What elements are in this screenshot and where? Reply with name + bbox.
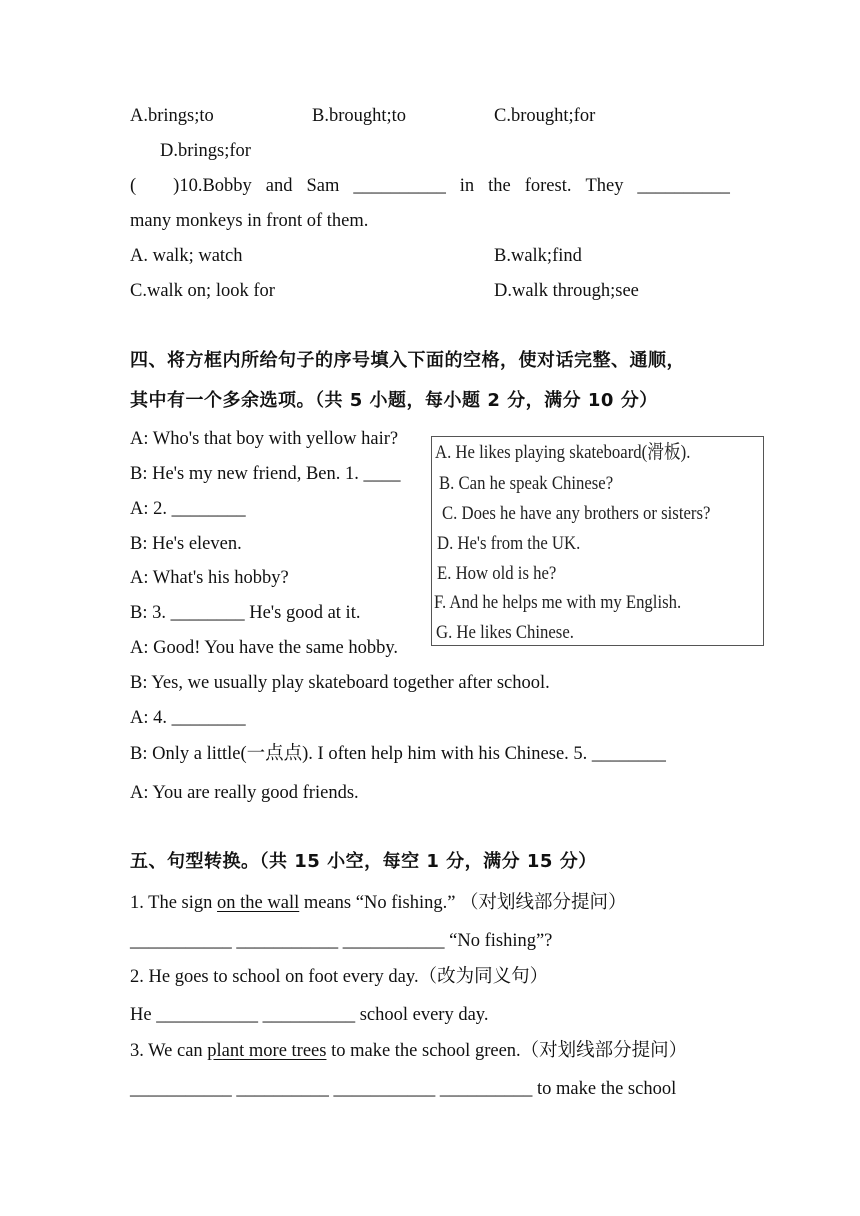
options-box	[431, 436, 764, 646]
s5-q1-underlined: on the wall	[217, 893, 300, 913]
q10-option-a: A. walk; watch	[130, 246, 243, 266]
s5-question-1	[130, 894, 627, 913]
s5-q1-post: means “No fishing.” （对划线部分提问）	[299, 893, 627, 913]
q10-word: in	[459, 176, 475, 196]
q10-stem-line1	[130, 177, 730, 196]
dialogue-line: B: Yes, we usually play skateboard together after school.	[130, 673, 550, 693]
q10-word: They	[585, 176, 624, 196]
q10-paren: ( )10.Bobby	[130, 176, 252, 196]
dialogue-line: B: He's my new friend, Ben. 1. ____	[130, 464, 401, 484]
box-option-b: B. Can he speak Chinese?	[439, 473, 614, 494]
q10-stem-line2: many monkeys in front of them.	[130, 211, 369, 231]
q9-option-d: D.brings;for	[160, 141, 251, 161]
box-option-c: C. Does he have any brothers or sisters?	[442, 503, 711, 524]
q10-word: and	[265, 176, 293, 196]
s5-q1-pre: 1. The sign	[130, 893, 218, 913]
dialogue-line: A: What's his hobby?	[130, 568, 289, 588]
section4-heading-line2: 其中有一个多余选项。（共 5 小题，每小题 2 分，满分 10 分）	[130, 390, 658, 411]
q10-blank[interactable]: __________	[353, 176, 446, 196]
box-option-d: D. He's from the UK.	[437, 533, 581, 554]
q9-option-b: B.brought;to	[312, 106, 407, 126]
box-option-g: G. He likes Chinese.	[436, 622, 574, 643]
dialogue-line: A: Who's that boy with yellow hair?	[130, 429, 399, 449]
box-option-f: F. And he helps me with my English.	[434, 592, 682, 613]
dialogue-line: A: 2. ________	[130, 499, 246, 519]
s5-question-2: 2. He goes to school on foot every day.（改为同义句）	[130, 967, 549, 987]
dialogue-line: A: 4. ________	[130, 708, 246, 728]
box-option-a: A. He likes playing skateboard(滑板).	[435, 442, 691, 463]
q10-blank[interactable]: __________	[637, 176, 730, 196]
dialogue-line: B: Only a little(一点点). I often help him with his Chinese. 5. ________	[130, 744, 666, 764]
s5-question-3	[130, 1042, 687, 1061]
s5-q3-post: to make the school green.（对划线部分提问）	[326, 1041, 688, 1061]
s5-q3-underlined: plant more trees	[207, 1041, 327, 1061]
q10-word: forest.	[524, 176, 572, 196]
dialogue-line: B: He's eleven.	[130, 534, 242, 554]
s5-q3-pre: 3. We can	[130, 1041, 208, 1061]
q10-option-c: C.walk on; look for	[130, 281, 275, 301]
q10-word: Sam	[306, 176, 340, 196]
dialogue-line: A: Good! You have the same hobby.	[130, 638, 399, 658]
q9-option-c: C.brought;for	[494, 106, 596, 126]
section5-heading: 五、句型转换。（共 15 小空，每空 1 分，满分 15 分）	[130, 851, 597, 872]
dialogue-line: B: 3. ________ He's good at it.	[130, 603, 361, 623]
s5-answer-1[interactable]: ___________ ___________ ___________ “No fishing”?	[130, 931, 553, 951]
q10-word: the	[488, 176, 511, 196]
s5-answer-2[interactable]: He ___________ __________ school every day.	[130, 1005, 489, 1025]
box-option-e: E. How old is he?	[437, 563, 557, 584]
q9-option-a: A.brings;to	[130, 106, 214, 126]
dialogue-line: A: You are really good friends.	[130, 783, 359, 803]
q10-option-d: D.walk through;see	[494, 281, 639, 301]
q10-option-b: B.walk;find	[494, 246, 582, 266]
section4-heading-line1: 四、将方框内所给句子的序号填入下面的空格，使对话完整、通顺，	[130, 350, 685, 371]
s5-answer-3[interactable]: ___________ __________ ___________ __________ to make the school	[130, 1079, 677, 1099]
